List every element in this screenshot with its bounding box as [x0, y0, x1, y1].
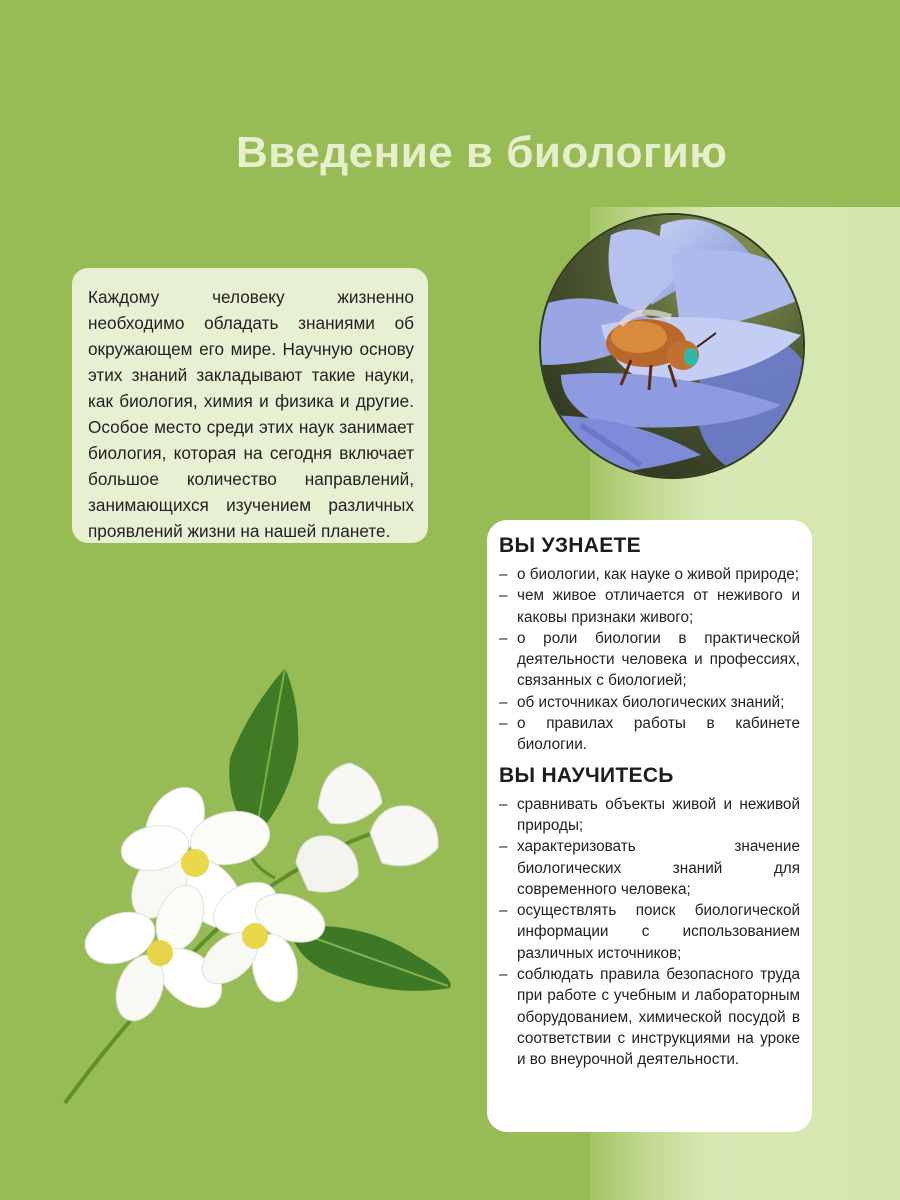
jasmine-flower-image — [60, 668, 460, 1108]
bee-on-flower-image — [541, 215, 803, 477]
list-dash: – — [499, 629, 508, 647]
list-item — [499, 713, 800, 756]
learn-about-heading: ВЫ УЗНАЕТЕ — [499, 534, 641, 557]
list-item — [499, 692, 800, 713]
list-item-text: о правилах работы в кабинете биологии. — [517, 715, 800, 754]
list-item-text: осуществлять поиск биологической информации с использованием различных источников; — [517, 902, 800, 962]
list-dash: – — [499, 693, 508, 711]
list-dash: – — [499, 966, 508, 984]
jasmine-buds — [296, 763, 438, 892]
list-dash: – — [499, 587, 508, 605]
list-item — [499, 564, 800, 585]
intro-box — [72, 268, 428, 543]
list-dash: – — [499, 902, 508, 920]
list-item — [499, 794, 800, 837]
list-item-text: характеризовать значение биологических знаний для современного человека; — [517, 838, 800, 898]
intro-text: Каждому человеку жизненно необходимо обладать знаниями об окружающем его мире. Научную основу этих знаний закладывают такие науки, как биология, химия и физика и другие. Особое место среди этих наук занимает биология, которая на сегодня включает большое количество направлений, занимающихся изучением различных проявлений жизни на нашей планете. — [88, 287, 414, 541]
page-title: Введение в биологию — [236, 128, 728, 177]
list-dash: – — [499, 566, 508, 583]
list-item — [499, 628, 800, 692]
bee-photo — [539, 213, 805, 479]
list-dash: – — [499, 838, 508, 856]
learn-to-list — [499, 794, 800, 1071]
list-item — [499, 836, 800, 900]
list-item-text: о роли биологии в практической деятельности человека и профессиях, связанных с биологией; — [517, 629, 800, 690]
list-item — [499, 585, 800, 628]
learn-about-list — [499, 564, 800, 756]
learn-to-heading: ВЫ НАУЧИТЕСЬ — [499, 763, 674, 787]
jasmine-branch-illustration — [60, 668, 460, 1108]
learning-goals-box — [487, 520, 812, 1132]
list-item-text: об источниках биологических знаний; — [517, 693, 785, 711]
list-dash: – — [499, 795, 508, 813]
list-item — [499, 964, 800, 1070]
list-item-text: соблюдать правила безопасного труда при работе с учебным и лабораторным оборудованием, химической посудой в соответствии с инструкциями на уроке и во внеурочной деятельности. — [517, 966, 800, 1069]
list-item — [499, 900, 800, 964]
list-dash: – — [499, 715, 508, 733]
list-item-text: о биологии, как науке о живой природе; — [517, 566, 800, 583]
list-item-text: сравнивать объекты живой и неживой природы; — [517, 795, 800, 834]
list-item-text: чем живое отличается от неживого и каковы признаки живого; — [517, 587, 800, 626]
